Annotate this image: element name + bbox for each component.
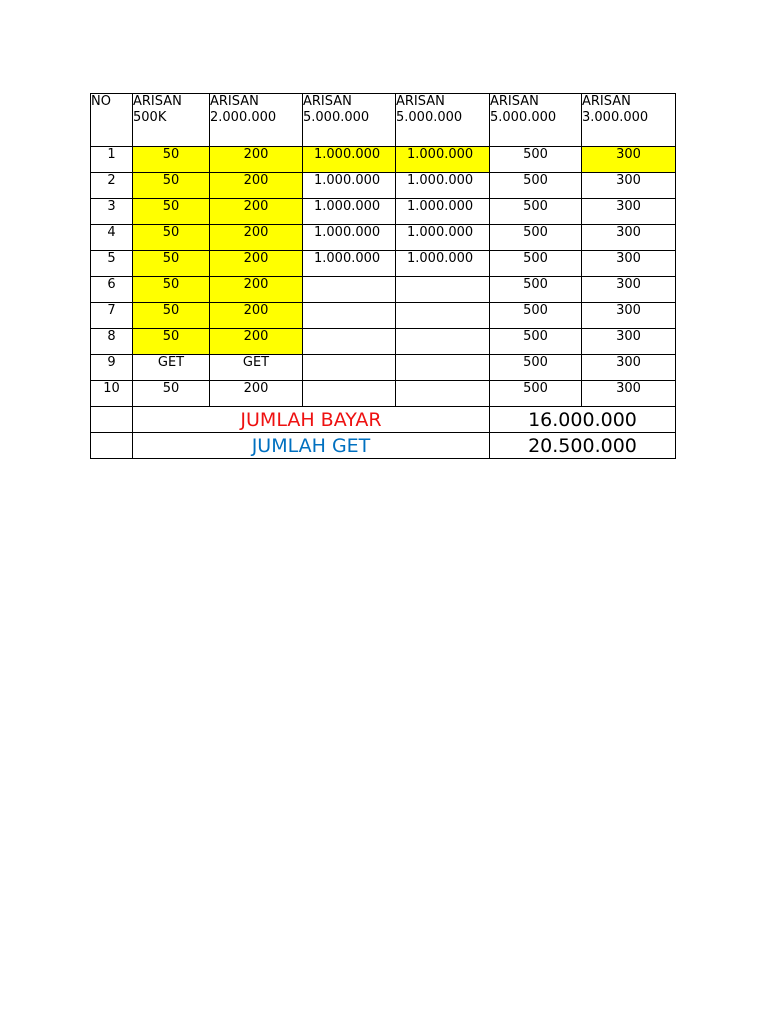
cell-no: 4: [91, 225, 133, 251]
cell-no: 7: [91, 303, 133, 329]
header-arisan-5000000-c: ARISAN 5.000.000: [490, 94, 582, 147]
table-row: [91, 147, 676, 173]
cell-2000000: 200: [210, 303, 303, 329]
cell-2000000: 200: [210, 225, 303, 251]
cell-2000000: 200: [210, 381, 303, 407]
cell-3000000: 300: [582, 251, 676, 277]
header-row: [91, 94, 676, 147]
summary-row-get: [91, 433, 676, 459]
cell-5000000-c: 500: [490, 381, 582, 407]
cell-500k: GET: [133, 355, 210, 381]
arisan-table: [90, 93, 676, 459]
cell-500k: 50: [133, 199, 210, 225]
cell-5000000-b: 1.000.000: [396, 199, 490, 225]
summary-empty-cell: [91, 433, 133, 459]
cell-500k: 50: [133, 173, 210, 199]
cell-no: 9: [91, 355, 133, 381]
cell-2000000: 200: [210, 277, 303, 303]
cell-2000000: 200: [210, 147, 303, 173]
cell-5000000-c: 500: [490, 303, 582, 329]
cell-500k: 50: [133, 251, 210, 277]
cell-500k: 50: [133, 381, 210, 407]
table-row: [91, 173, 676, 199]
cell-3000000: 300: [582, 199, 676, 225]
cell-no: 5: [91, 251, 133, 277]
table-row: [91, 225, 676, 251]
cell-5000000-c: 500: [490, 147, 582, 173]
cell-5000000-b: [396, 277, 490, 303]
cell-5000000-a: 1.000.000: [303, 147, 396, 173]
summary-empty-cell: [91, 407, 133, 433]
cell-5000000-a: 1.000.000: [303, 251, 396, 277]
cell-5000000-c: 500: [490, 355, 582, 381]
header-no: NO: [91, 94, 133, 147]
table-row: [91, 329, 676, 355]
table-row: [91, 381, 676, 407]
summary-get-label: JUMLAH GET: [133, 433, 490, 459]
cell-5000000-b: [396, 303, 490, 329]
cell-2000000: 200: [210, 173, 303, 199]
cell-5000000-a: 1.000.000: [303, 173, 396, 199]
cell-5000000-b: [396, 381, 490, 407]
cell-no: 8: [91, 329, 133, 355]
cell-5000000-b: [396, 355, 490, 381]
table-row: [91, 303, 676, 329]
cell-2000000: GET: [210, 355, 303, 381]
header-arisan-5000000-a: ARISAN 5.000.000: [303, 94, 396, 147]
cell-5000000-c: 500: [490, 199, 582, 225]
header-arisan-2000000: ARISAN 2.000.000: [210, 94, 303, 147]
table-row: [91, 355, 676, 381]
cell-5000000-c: 500: [490, 173, 582, 199]
table-row: [91, 277, 676, 303]
cell-3000000: 300: [582, 225, 676, 251]
cell-no: 10: [91, 381, 133, 407]
cell-5000000-a: 1.000.000: [303, 199, 396, 225]
cell-5000000-a: [303, 277, 396, 303]
cell-3000000: 300: [582, 277, 676, 303]
cell-5000000-b: 1.000.000: [396, 225, 490, 251]
cell-3000000: 300: [582, 355, 676, 381]
cell-5000000-a: [303, 303, 396, 329]
cell-no: 2: [91, 173, 133, 199]
cell-no: 3: [91, 199, 133, 225]
cell-5000000-c: 500: [490, 225, 582, 251]
cell-5000000-c: 500: [490, 277, 582, 303]
header-arisan-5000000-b: ARISAN 5.000.000: [396, 94, 490, 147]
cell-500k: 50: [133, 329, 210, 355]
cell-no: 1: [91, 147, 133, 173]
cell-5000000-a: 1.000.000: [303, 225, 396, 251]
cell-3000000: 300: [582, 381, 676, 407]
cell-2000000: 200: [210, 199, 303, 225]
cell-3000000: 300: [582, 329, 676, 355]
cell-no: 6: [91, 277, 133, 303]
table-row: [91, 199, 676, 225]
cell-500k: 50: [133, 277, 210, 303]
cell-5000000-b: 1.000.000: [396, 173, 490, 199]
cell-3000000: 300: [582, 303, 676, 329]
cell-500k: 50: [133, 225, 210, 251]
cell-5000000-c: 500: [490, 251, 582, 277]
cell-5000000-a: [303, 329, 396, 355]
cell-5000000-b: 1.000.000: [396, 251, 490, 277]
cell-2000000: 200: [210, 251, 303, 277]
header-arisan-500k: ARISAN 500K: [133, 94, 210, 147]
cell-5000000-a: [303, 355, 396, 381]
cell-2000000: 200: [210, 329, 303, 355]
cell-5000000-a: [303, 381, 396, 407]
cell-3000000: 300: [582, 173, 676, 199]
header-arisan-3000000: ARISAN 3.000.000: [582, 94, 676, 147]
cell-5000000-b: 1.000.000: [396, 147, 490, 173]
cell-3000000: 300: [582, 147, 676, 173]
summary-bayar-value: 16.000.000: [490, 407, 676, 433]
table-row: [91, 251, 676, 277]
summary-bayar-label: JUMLAH BAYAR: [133, 407, 490, 433]
summary-get-value: 20.500.000: [490, 433, 676, 459]
cell-500k: 50: [133, 303, 210, 329]
cell-500k: 50: [133, 147, 210, 173]
cell-5000000-b: [396, 329, 490, 355]
summary-row-bayar: [91, 407, 676, 433]
cell-5000000-c: 500: [490, 329, 582, 355]
